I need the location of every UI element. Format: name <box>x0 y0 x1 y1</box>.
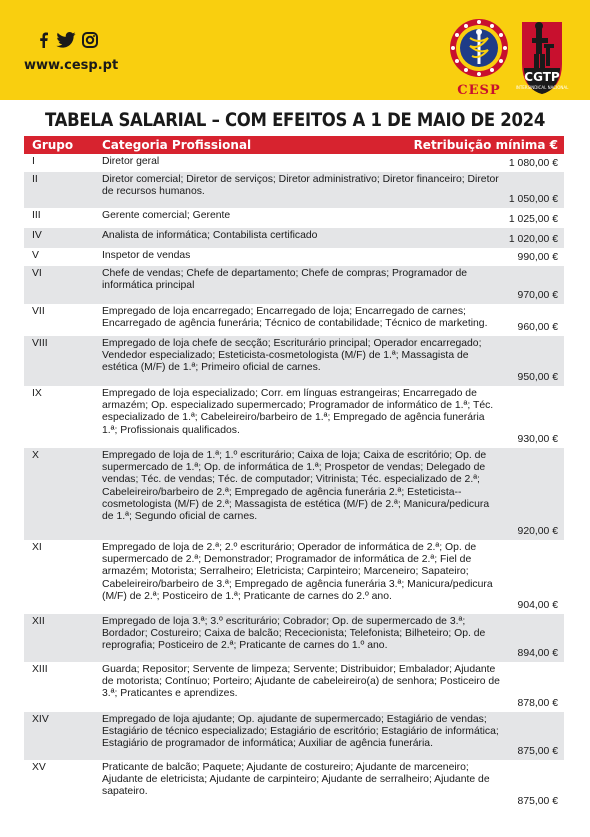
row-categoria: Analista de informática; Contabilista certificado <box>102 230 318 241</box>
row-categoria: Empregado de loja de 2.ª; 2.º escriturário; Operador de informática de 2.ª; Op. de supermercado de 2.ª; Demonstrador; Programador de informática de 2.ª; Fiel de armazém; Motorista; Serralheiro; Eletricista; Carpinteiro; Marceneiro; Sapateiro; Cabeleireiro/barbeiro de 3.ª; Empregado de agência funerária 3.ª; Manicura/pedicura (M/F) de 2.ª; Posticeiro de 1.ª; Praticante de carnes do 2.º ano. <box>102 542 493 602</box>
row-grupo: II <box>32 174 38 185</box>
table-row <box>24 540 564 614</box>
table-row <box>24 304 564 336</box>
cgtp-logo-subtitle: INTERSINDICAL NACIONAL <box>515 85 569 90</box>
social-links <box>36 32 98 48</box>
table-row <box>24 662 564 712</box>
row-grupo: XIII <box>32 664 48 675</box>
row-grupo: VIII <box>32 338 48 349</box>
row-categoria: Diretor geral <box>102 156 160 167</box>
row-grupo: XIV <box>32 714 49 725</box>
row-grupo: XI <box>32 542 42 553</box>
row-valor: 1 050,00 € <box>508 193 558 205</box>
cgtp-logo-text: CGTP <box>524 70 560 84</box>
row-grupo: V <box>32 250 39 261</box>
row-grupo: XII <box>32 616 45 627</box>
row-grupo: XV <box>32 762 46 773</box>
row-valor: 930,00 € <box>517 433 558 445</box>
row-grupo: I <box>32 156 35 167</box>
row-grupo: X <box>32 450 39 461</box>
row-valor: 1 025,00 € <box>508 213 558 225</box>
row-valor: 894,00 € <box>517 647 558 659</box>
top-banner <box>0 0 590 100</box>
document-sheet <box>0 100 590 837</box>
row-valor: 878,00 € <box>517 697 558 709</box>
row-valor: 1 080,00 € <box>508 157 558 169</box>
table-row <box>24 336 564 386</box>
table-row <box>24 712 564 760</box>
row-valor: 904,00 € <box>517 599 558 611</box>
table-row <box>24 614 564 662</box>
table-row <box>24 172 564 208</box>
table-row <box>24 248 564 266</box>
twitter-icon[interactable] <box>56 32 76 48</box>
row-valor: 1 020,00 € <box>508 233 558 245</box>
table-row <box>24 228 564 248</box>
row-categoria: Praticante de balcão; Paquete; Ajudante de costureiro; Ajudante de marceneiro; Ajudante de eletricista; Ajudante de carpinteiro; Ajudante de serralheiro; Ajudante de sapateiro. <box>102 762 490 798</box>
row-valor: 990,00 € <box>517 251 558 263</box>
website-link[interactable]: www.cesp.pt <box>24 58 119 73</box>
row-grupo: IV <box>32 230 42 241</box>
row-categoria: Empregado de loja encarregado; Encarregado de loja; Encarregado de carnes; Encarregado de agência funerária; Técnico de contabilidade; Técnico de marketing. <box>102 306 488 330</box>
table-header <box>24 136 564 154</box>
column-header-grupo: Grupo <box>32 138 74 152</box>
row-grupo: III <box>32 210 41 221</box>
row-categoria: Empregado de loja chefe de secção; Escriturário principal; Operador encarregado; Vendedor especializado; Esteticista-cosmetologista (M/F) de 1.ª; Massagista de estética (M/F) de 1.ª; Primeiro oficial de carnes. <box>102 338 482 374</box>
table-row <box>24 266 564 304</box>
row-valor: 960,00 € <box>517 321 558 333</box>
table-row <box>24 208 564 228</box>
cesp-logo-text: CESP <box>457 83 501 98</box>
row-valor: 950,00 € <box>517 371 558 383</box>
row-categoria: Guarda; Repositor; Servente de limpeza; Servente; Distribuidor; Embalador; Ajudante de motorista; Contínuo; Porteiro; Ajudante de cabeleireiro(a) de senhora; Posticeiro de 3.ª; Praticantes e aprendizes. <box>102 664 500 700</box>
row-categoria: Empregado de loja de 1.ª; 1.º escriturário; Caixa de loja; Caixa de escritório; Op. de supermercado de 1.ª; Op. de informática de 1.ª; Prospetor de vendas; Delegado de vendas; Téc. de vendas; Téc. de computador; Vitrinista; Téc. especializado de 2.ª; Cabeleireiro/barbeiro de 2.ª; Empregado de agência funerária 2.ª; Esteticista--cosmetologista (M/F) de 2.ª; Massagista de estética (M/F) de 2.ª; Manicura/pedicura de 1.ª; Segundo oficial de carnes. <box>102 450 490 523</box>
row-categoria: Empregado de loja especializado; Corr. em línguas estrangeiras; Encarregado de armazém; Op. especializado supermercado; Programador de informático de 1.ª; Téc. especializado de 1.ª; Cabeleireiro/barbeiro de 1.ª; Empregado de agência funerária 1.ª; Profissionais qualificados. <box>102 388 494 436</box>
page-title: TABELA SALARIAL – COM EFEITOS A 1 DE MAIO DE 2024 <box>44 108 546 131</box>
column-header-retribuicao: Retribuição mínima € <box>413 138 558 152</box>
table-row <box>24 760 564 810</box>
table-row <box>24 448 564 540</box>
row-valor: 875,00 € <box>517 745 558 757</box>
row-categoria: Empregado de loja ajudante; Op. ajudante de supermercado; Estagiário de vendas; Estagiário de técnico especializado; Estagiário de escritório; Estagiário de informática; Estagiário de programador de informática; Auxiliar de agência funerária. <box>102 714 499 750</box>
row-grupo: VI <box>32 268 42 279</box>
row-valor: 875,00 € <box>517 795 558 807</box>
row-valor: 970,00 € <box>517 289 558 301</box>
table-row <box>24 386 564 448</box>
row-valor: 920,00 € <box>517 525 558 537</box>
row-categoria: Empregado de loja 3.ª; 3.º escriturário; Cobrador; Op. de supermercado de 3.ª; Bordador; Costureiro; Caixa de balcão; Rececionista; Telefonista; Bilheteiro; Op. de reprografia; Posticeiro de 2.ª; Praticante de carnes do 1.º ano. <box>102 616 486 652</box>
table-row <box>24 154 564 172</box>
row-grupo: IX <box>32 388 42 399</box>
instagram-icon[interactable] <box>82 32 98 48</box>
row-categoria: Diretor comercial; Diretor de serviços; Diretor administrativo; Diretor financeiro; Diretor de recursos humanos. <box>102 174 499 198</box>
row-categoria: Gerente comercial; Gerente <box>102 210 231 221</box>
facebook-icon[interactable] <box>36 32 50 48</box>
row-categoria: Inspetor de vendas <box>102 250 191 261</box>
row-grupo: VII <box>32 306 45 317</box>
column-header-categoria: Categoria Profissional <box>102 138 252 152</box>
row-categoria: Chefe de vendas; Chefe de departamento; Chefe de compras; Programador de informática principal <box>102 268 468 292</box>
